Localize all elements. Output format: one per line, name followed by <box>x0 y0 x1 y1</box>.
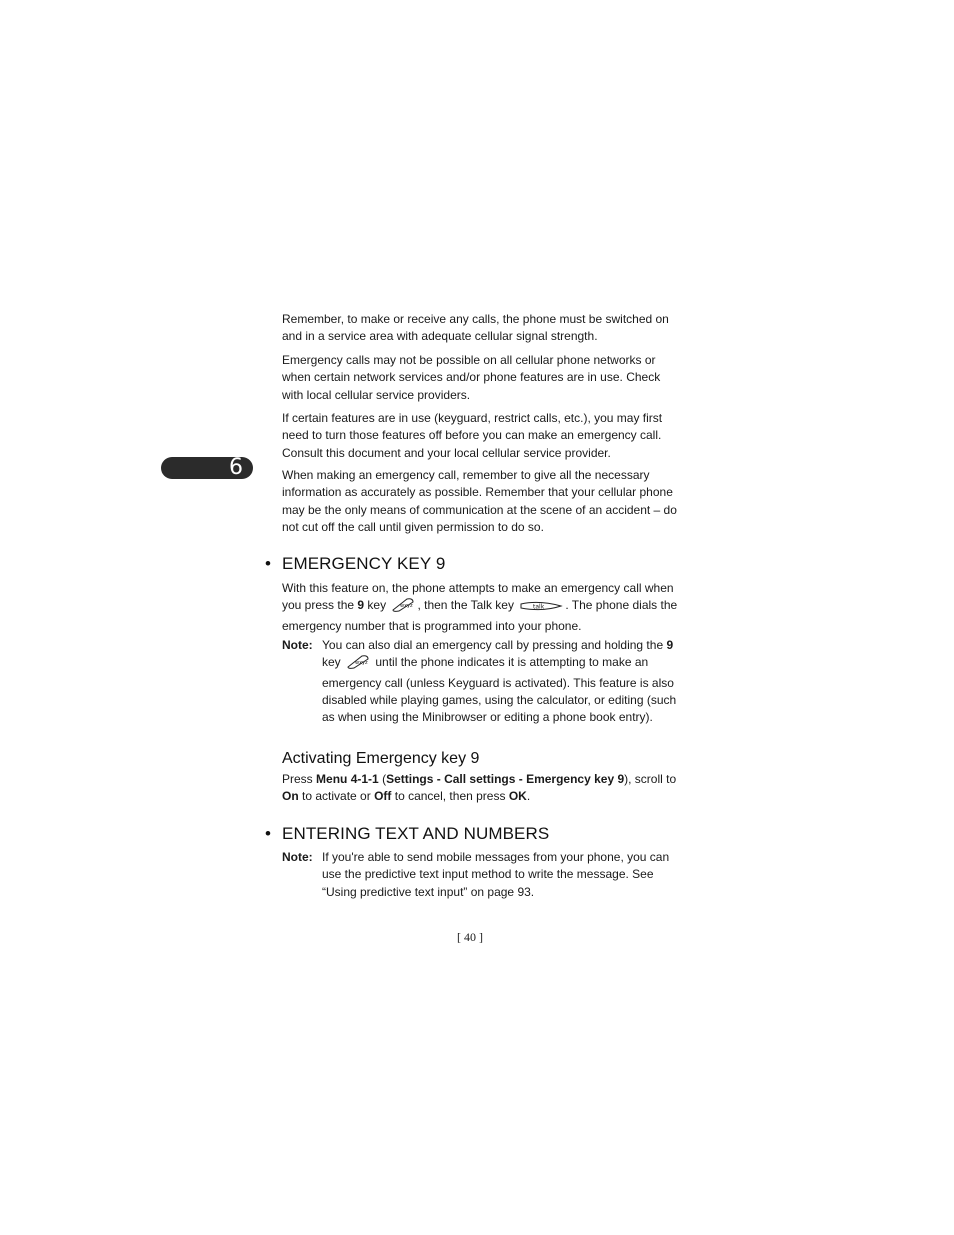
section-title: EMERGENCY KEY 9 <box>282 554 446 573</box>
note-emergency-key: Note: You can also dial an emergency call by pressing and holding the 9 key wxyz until the phone indicates it is attempting to make an emergency call (unless Keyguard is activated). This feature is also disabled while playing games, using the calculator, or editing (such as when using the Minibrowser or editing a phone book entry). <box>282 638 677 725</box>
intro-paragraph-1: Remember, to make or receive any calls, the phone must be switched on and in a service area with adequate cellular signal strength. <box>282 312 669 344</box>
svg-text:talk: talk <box>533 603 545 611</box>
bullet: • <box>265 824 272 843</box>
page-number: [ 40 ] <box>457 930 483 944</box>
intro-paragraph-2: Emergency calls may not be possible on all cellular phone networks or when certain network services and/or phone features are in use. Check with local cellular service providers. <box>282 353 661 402</box>
chapter-tab <box>161 457 253 479</box>
svg-text:wxyz: wxyz <box>355 660 368 667</box>
section-heading-entering-text <box>265 824 549 844</box>
section-title: ENTERING TEXT AND NUMBERS <box>282 824 550 843</box>
note-label: Note: <box>282 850 313 864</box>
note-text: If you're able to send mobile messages from your phone, you can use the predictive text input method to write the message. See “Using predictive text input” on page 93. <box>322 850 670 899</box>
activating-paragraph: Press Menu 4-1-1 (Settings - Call settings - Emergency key 9), scroll to On to activate or Off to cancel, then press OK. <box>282 772 677 804</box>
emergency-key-paragraph: With this feature on, the phone attempts to make an emergency call when you press the 9 key wxyz , then the Talk key talk . The phone dials the emergency number that is programmed into your phone. <box>282 581 678 633</box>
note-label: Note: <box>282 638 313 652</box>
note-entering-text <box>282 849 680 901</box>
bullet: • <box>265 554 272 573</box>
intro-paragraph-4: When making an emergency call, remember to give all the necessary information as accurately as possible. Remember that your cellular phone may be the only means of communication at the scene of an accident – do not cut off the call until given permission to do so. <box>282 468 677 534</box>
intro-paragraph-3: If certain features are in use (keyguard, restrict calls, etc.), you may first need to turn those features off before you can make an emergency call. Consult this document and your local cellular service provider. <box>282 411 663 460</box>
key-9-icon <box>391 598 415 617</box>
chapter-number: 6 <box>229 455 243 480</box>
section-heading-emergency-key <box>265 554 445 574</box>
svg-text:wxyz: wxyz <box>400 603 414 610</box>
talk-key-icon <box>519 600 563 617</box>
key-9-icon <box>346 655 370 674</box>
subsection-heading: Activating Emergency key 9 <box>282 750 480 767</box>
